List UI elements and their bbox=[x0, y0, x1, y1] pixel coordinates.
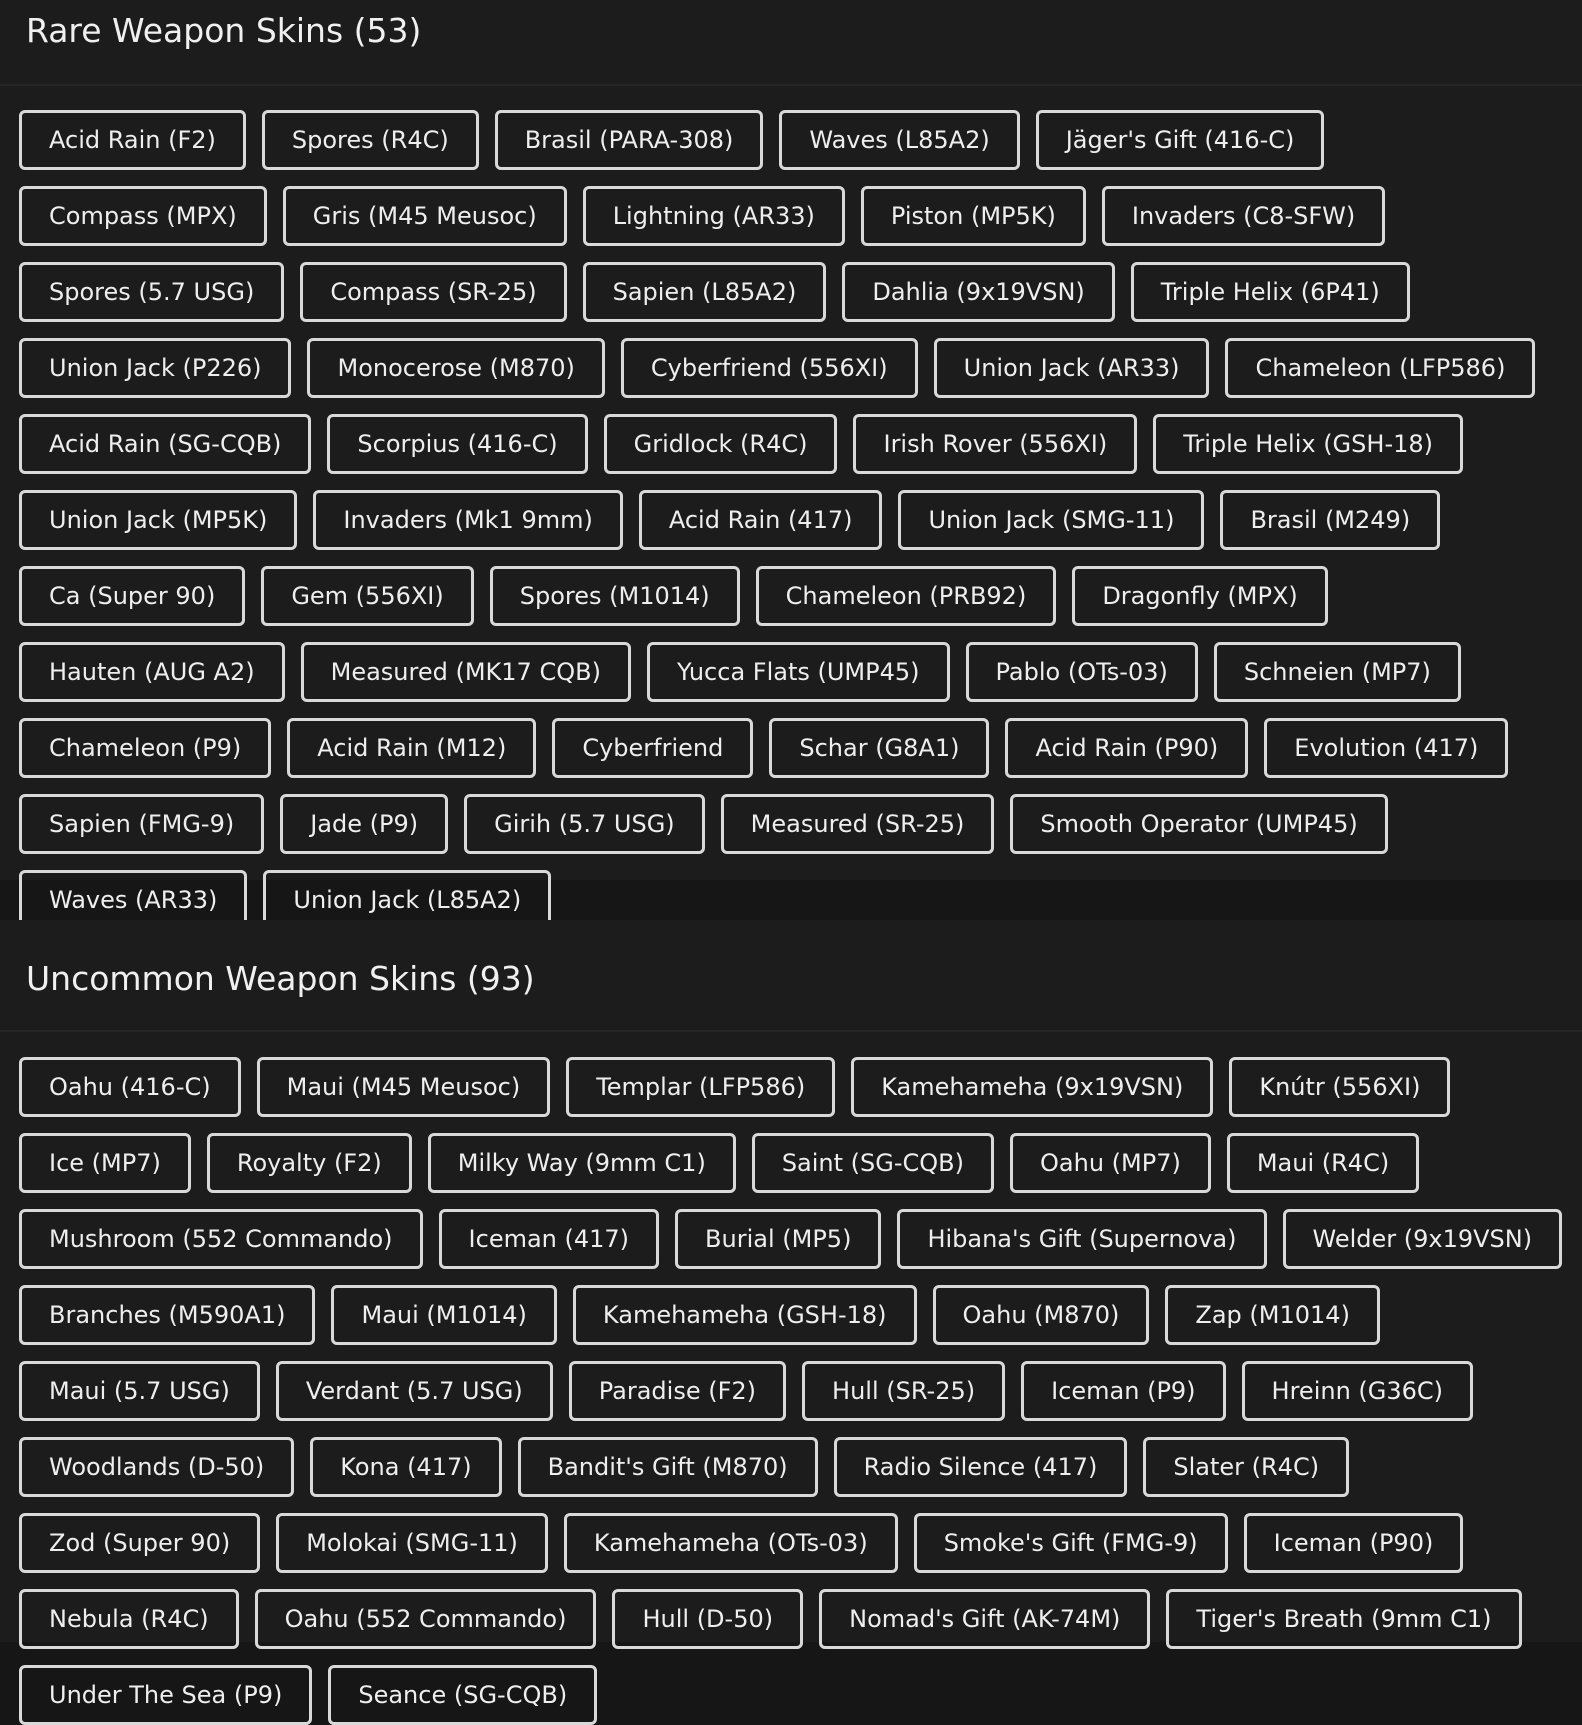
uncommon-skin-chip[interactable]: Oahu (552 Commando) bbox=[255, 1589, 597, 1649]
rare-skin-chip[interactable]: Invaders (Mk1 9mm) bbox=[313, 490, 622, 550]
uncommon-skins-header bbox=[0, 920, 1582, 1032]
uncommon-skin-chip[interactable]: Kamehameha (GSH-18) bbox=[573, 1285, 917, 1345]
uncommon-skin-chip[interactable]: Knútr (556XI) bbox=[1229, 1057, 1450, 1117]
uncommon-skin-chip[interactable]: Bandit's Gift (M870) bbox=[518, 1437, 818, 1497]
uncommon-skin-chip[interactable]: Maui (R4C) bbox=[1227, 1133, 1419, 1193]
uncommon-skin-chip[interactable]: Molokai (SMG-11) bbox=[276, 1513, 548, 1573]
rare-skin-chip[interactable]: Jäger's Gift (416-C) bbox=[1036, 110, 1325, 170]
uncommon-skin-chip[interactable]: Oahu (MP7) bbox=[1010, 1133, 1211, 1193]
rare-skin-chip[interactable]: Gris (M45 Meusoc) bbox=[283, 186, 567, 246]
uncommon-skin-chip[interactable]: Verdant (5.7 USG) bbox=[276, 1361, 553, 1421]
rare-skin-chip[interactable]: Gem (556XI) bbox=[261, 566, 473, 626]
rare-skin-chip[interactable]: Chameleon (PRB92) bbox=[756, 566, 1057, 626]
rare-skins-list bbox=[19, 110, 1582, 930]
rare-skin-chip[interactable]: Triple Helix (GSH-18) bbox=[1153, 414, 1463, 474]
uncommon-skin-chip[interactable]: Under The Sea (P9) bbox=[19, 1665, 312, 1725]
uncommon-skin-chip[interactable]: Oahu (416-C) bbox=[19, 1057, 241, 1117]
rare-skin-chip[interactable]: Monocerose (M870) bbox=[307, 338, 604, 398]
uncommon-skin-chip[interactable]: Iceman (417) bbox=[439, 1209, 660, 1269]
rare-skin-chip[interactable]: Chameleon (LFP586) bbox=[1225, 338, 1535, 398]
rare-skins-header bbox=[0, 0, 1582, 86]
uncommon-skin-chip[interactable]: Branches (M590A1) bbox=[19, 1285, 315, 1345]
rare-skin-chip[interactable]: Evolution (417) bbox=[1264, 718, 1508, 778]
uncommon-skins-list bbox=[19, 1057, 1582, 1725]
uncommon-skin-chip[interactable]: Hibana's Gift (Supernova) bbox=[897, 1209, 1266, 1269]
uncommon-skin-chip[interactable]: Smoke's Gift (FMG-9) bbox=[914, 1513, 1228, 1573]
rare-skin-chip[interactable]: Piston (MP5K) bbox=[861, 186, 1086, 246]
uncommon-skin-chip[interactable]: Iceman (P90) bbox=[1244, 1513, 1464, 1573]
uncommon-skin-chip[interactable]: Welder (9x19VSN) bbox=[1283, 1209, 1563, 1269]
uncommon-skin-chip[interactable]: Hull (SR-25) bbox=[802, 1361, 1005, 1421]
rare-skin-chip[interactable]: Waves (L85A2) bbox=[779, 110, 1019, 170]
rare-skin-chip[interactable]: Dragonfly (MPX) bbox=[1072, 566, 1327, 626]
uncommon-skin-chip[interactable]: Maui (5.7 USG) bbox=[19, 1361, 260, 1421]
rare-skin-chip[interactable]: Union Jack (P226) bbox=[19, 338, 291, 398]
uncommon-skins-section bbox=[0, 920, 1582, 1709]
uncommon-skin-chip[interactable]: Mushroom (552 Commando) bbox=[19, 1209, 423, 1269]
rare-skin-chip[interactable]: Lightning (AR33) bbox=[583, 186, 845, 246]
rare-skin-chip[interactable]: Sapien (L85A2) bbox=[583, 262, 827, 322]
rare-skin-chip[interactable]: Acid Rain (417) bbox=[639, 490, 883, 550]
uncommon-skin-chip[interactable]: Radio Silence (417) bbox=[834, 1437, 1128, 1497]
uncommon-skin-chip[interactable]: Royalty (F2) bbox=[207, 1133, 412, 1193]
uncommon-skin-chip[interactable]: Saint (SG-CQB) bbox=[752, 1133, 994, 1193]
rare-skin-chip[interactable]: Cyberfriend (556XI) bbox=[621, 338, 918, 398]
rare-skin-chip[interactable]: Union Jack (L85A2) bbox=[263, 870, 551, 930]
rare-skin-chip[interactable]: Scorpius (416-C) bbox=[327, 414, 587, 474]
rare-skin-chip[interactable]: Compass (SR-25) bbox=[300, 262, 566, 322]
uncommon-skin-chip[interactable]: Woodlands (D-50) bbox=[19, 1437, 294, 1497]
uncommon-skin-chip[interactable]: Seance (SG-CQB) bbox=[328, 1665, 597, 1725]
uncommon-skin-chip[interactable]: Maui (M45 Meusoc) bbox=[257, 1057, 551, 1117]
rare-skin-chip[interactable]: Union Jack (AR33) bbox=[934, 338, 1210, 398]
uncommon-skin-chip[interactable]: Nomad's Gift (AK-74M) bbox=[819, 1589, 1150, 1649]
uncommon-skin-chip[interactable]: Ice (MP7) bbox=[19, 1133, 191, 1193]
rare-skin-chip[interactable]: Spores (5.7 USG) bbox=[19, 262, 284, 322]
rare-skin-chip[interactable]: Dahlia (9x19VSN) bbox=[842, 262, 1114, 322]
rare-skin-chip[interactable]: Acid Rain (SG-CQB) bbox=[19, 414, 311, 474]
uncommon-skin-chip[interactable]: Milky Way (9mm C1) bbox=[428, 1133, 736, 1193]
rare-skin-chip[interactable]: Ca (Super 90) bbox=[19, 566, 245, 626]
uncommon-skin-chip[interactable]: Kamehameha (9x19VSN) bbox=[851, 1057, 1213, 1117]
uncommon-skins-title: Uncommon Weapon Skins (93) bbox=[26, 959, 535, 998]
uncommon-skin-chip[interactable]: Nebula (R4C) bbox=[19, 1589, 239, 1649]
uncommon-skin-chip[interactable]: Slater (R4C) bbox=[1143, 1437, 1349, 1497]
uncommon-skin-chip[interactable]: Zod (Super 90) bbox=[19, 1513, 260, 1573]
rare-skin-chip[interactable]: Acid Rain (F2) bbox=[19, 110, 246, 170]
rare-skin-chip[interactable]: Invaders (C8-SFW) bbox=[1102, 186, 1385, 246]
rare-skin-chip[interactable]: Union Jack (SMG-11) bbox=[898, 490, 1204, 550]
rare-skin-chip[interactable]: Yucca Flats (UMP45) bbox=[647, 642, 950, 702]
rare-skin-chip[interactable]: Girih (5.7 USG) bbox=[464, 794, 705, 854]
rare-skin-chip[interactable]: Irish Rover (556XI) bbox=[853, 414, 1137, 474]
uncommon-skin-chip[interactable]: Templar (LFP586) bbox=[566, 1057, 835, 1117]
uncommon-skin-chip[interactable]: Paradise (F2) bbox=[569, 1361, 786, 1421]
rare-skin-chip[interactable]: Gridlock (R4C) bbox=[604, 414, 838, 474]
rare-skin-chip[interactable]: Acid Rain (M12) bbox=[287, 718, 536, 778]
uncommon-skin-chip[interactable]: Iceman (P9) bbox=[1021, 1361, 1225, 1421]
uncommon-skin-chip[interactable]: Burial (MP5) bbox=[675, 1209, 881, 1269]
rare-skin-chip[interactable]: Compass (MPX) bbox=[19, 186, 267, 246]
rare-skins-title: Rare Weapon Skins (53) bbox=[26, 11, 422, 50]
uncommon-skin-chip[interactable]: Hull (D-50) bbox=[612, 1589, 803, 1649]
rare-skin-chip[interactable]: Brasil (M249) bbox=[1220, 490, 1440, 550]
rare-skin-chip[interactable]: Brasil (PARA-308) bbox=[495, 110, 764, 170]
rare-skin-chip[interactable]: Smooth Operator (UMP45) bbox=[1010, 794, 1387, 854]
rare-skin-chip[interactable]: Jade (P9) bbox=[280, 794, 448, 854]
rare-skin-chip[interactable]: Union Jack (MP5K) bbox=[19, 490, 297, 550]
rare-skin-chip[interactable]: Spores (M1014) bbox=[490, 566, 740, 626]
rare-skin-chip[interactable]: Triple Helix (6P41) bbox=[1131, 262, 1410, 322]
rare-skin-chip[interactable]: Acid Rain (P90) bbox=[1005, 718, 1248, 778]
rare-skin-chip[interactable]: Schar (G8A1) bbox=[769, 718, 989, 778]
uncommon-skin-chip[interactable]: Hreinn (G36C) bbox=[1242, 1361, 1474, 1421]
rare-skin-chip[interactable]: Chameleon (P9) bbox=[19, 718, 271, 778]
rare-skin-chip[interactable]: Hauten (AUG A2) bbox=[19, 642, 285, 702]
uncommon-skin-chip[interactable]: Tiger's Breath (9mm C1) bbox=[1166, 1589, 1521, 1649]
uncommon-skin-chip[interactable]: Kona (417) bbox=[310, 1437, 501, 1497]
rare-skin-chip[interactable]: Schneien (MP7) bbox=[1214, 642, 1461, 702]
rare-skin-chip[interactable]: Spores (R4C) bbox=[262, 110, 479, 170]
uncommon-skin-chip[interactable]: Maui (M1014) bbox=[331, 1285, 556, 1345]
rare-skin-chip[interactable]: Sapien (FMG-9) bbox=[19, 794, 264, 854]
rare-skin-chip[interactable]: Measured (SR-25) bbox=[721, 794, 995, 854]
uncommon-skin-chip[interactable]: Kamehameha (OTs-03) bbox=[564, 1513, 898, 1573]
uncommon-skin-chip[interactable]: Oahu (M870) bbox=[933, 1285, 1150, 1345]
uncommon-skin-chip[interactable]: Zap (M1014) bbox=[1165, 1285, 1380, 1345]
rare-skin-chip[interactable]: Pablo (OTs-03) bbox=[966, 642, 1198, 702]
rare-skin-chip[interactable]: Cyberfriend bbox=[552, 718, 753, 778]
rare-skin-chip[interactable]: Waves (AR33) bbox=[19, 870, 247, 930]
rare-skin-chip[interactable]: Measured (MK17 CQB) bbox=[301, 642, 631, 702]
